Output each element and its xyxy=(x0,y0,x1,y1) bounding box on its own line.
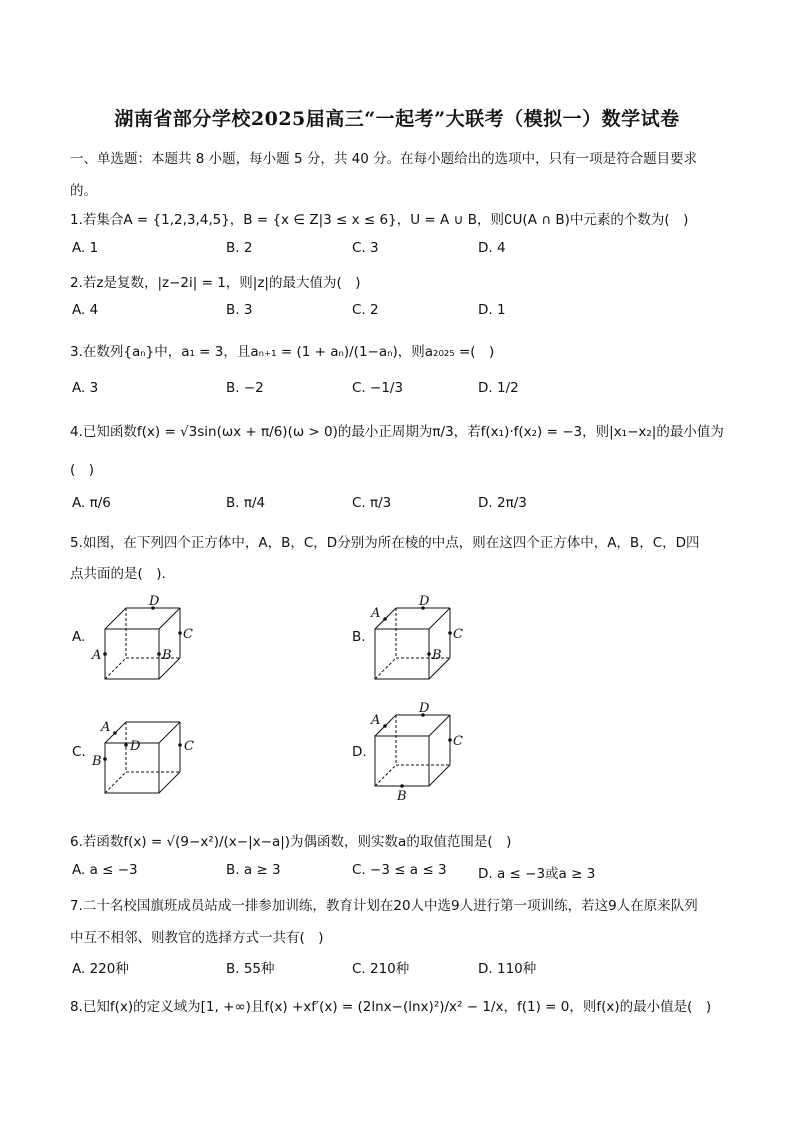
q3-option-b: B. −2 xyxy=(226,380,264,396)
point-c-label: C xyxy=(184,739,194,754)
q2-option-b: B. 3 xyxy=(226,302,253,318)
q3-option-c: C. −1/3 xyxy=(352,380,404,396)
point-c-label: C xyxy=(453,734,463,749)
q6-option-c: C. −3 ≤ a ≤ 3 xyxy=(352,862,447,878)
q2-option-a: A. 4 xyxy=(72,302,99,318)
point-c-label: C xyxy=(453,627,463,642)
q1-option-b: B. 2 xyxy=(226,240,253,256)
section-heading-cont: 的。 xyxy=(70,183,97,199)
q6-option-a: A. a ≤ −3 xyxy=(72,862,138,878)
q7-option-a: A. 220种 xyxy=(72,961,129,977)
point-b-label: B xyxy=(162,648,172,663)
q1-option-d: D. 4 xyxy=(478,240,506,256)
cube-figure-d xyxy=(358,698,478,804)
section-heading: 一、单选题：本题共 8 小题，每小题 5 分，共 40 分。在每小题给出的选项中，只有一项是符合题目要求 xyxy=(70,151,698,167)
q7-option-d: D. 110种 xyxy=(478,961,537,977)
q3-option-d: D. 1/2 xyxy=(478,380,519,396)
q4-option-d: D. 2π/3 xyxy=(478,495,527,511)
point-a-label: A xyxy=(371,713,381,728)
point-a-label: A xyxy=(92,648,102,663)
q6-option-d: D. a ≤ −3或a ≥ 3 xyxy=(478,866,596,882)
cube-figure-b xyxy=(358,593,478,685)
q7-option-c: C. 210种 xyxy=(352,961,410,977)
point-d-label: D xyxy=(149,594,160,609)
cube-figure-c xyxy=(88,707,208,799)
question-3-stem: 3.在数列{aₙ}中，a₁ = 3，且aₙ₊₁ = (1 + aₙ)/(1−aₙ)，则a₂₀₂₅ =( ) xyxy=(70,344,495,360)
point-d-label: D xyxy=(130,739,141,754)
point-b-label: B xyxy=(397,789,407,804)
q4-option-b: B. π/4 xyxy=(226,495,266,511)
question-5-stem: 5.如图，在下列四个正方体中，A，B，C，D分别为所在棱的中点，则在这四个正方体中，A，B，C，D四 xyxy=(70,535,700,551)
point-b-label: B xyxy=(432,648,442,663)
q4-option-c: C. π/3 xyxy=(352,495,392,511)
question-1-stem: 1.若集合A = {1,2,3,4,5}，B = {x ∈ Z|3 ≤ x ≤ 6}，U = A ∪ B，则∁U(A ∩ B)中元素的个数为( ) xyxy=(70,212,689,228)
q1-option-c: C. 3 xyxy=(352,240,379,256)
point-c-label: C xyxy=(183,627,193,642)
figure-d-label: D. xyxy=(352,744,367,760)
figure-b-label: B. xyxy=(352,629,366,645)
figure-a-label: A. xyxy=(72,629,86,645)
q6-option-b: B. a ≥ 3 xyxy=(226,862,281,878)
q4-option-a: A. π/6 xyxy=(72,495,111,511)
question-2-stem: 2.若z是复数，|z−2i| = 1，则|z|的最大值为( ) xyxy=(70,275,361,291)
cube-figure-a xyxy=(88,593,208,685)
point-b-label: B xyxy=(92,754,102,769)
question-5-stem-cont: 点共面的是( ). xyxy=(70,566,166,582)
question-7-stem-cont: 中互不相邻、则教官的选择方式一共有( ) xyxy=(70,930,324,946)
question-4-stem-cont: ( ) xyxy=(70,462,95,478)
page-title: 湖南省部分学校2025届高三“一起考”大联考（模拟一）数学试卷 xyxy=(114,108,680,130)
point-d-label: D xyxy=(419,594,430,609)
question-4-stem: 4.已知函数f(x) = √3sin(ωx + π/6)(ω > 0)的最小正周期为π/3，若f(x₁)·f(x₂) = −3，则|x₁−x₂|的最小值为 xyxy=(70,424,724,440)
question-6-stem: 6.若函数f(x) = √(9−x²)/(x−|x−a|)为偶函数，则实数a的取值范围是( ) xyxy=(70,834,512,850)
question-8-stem: 8.已知f(x)的定义域为[1, +∞)且f(x) +xf′(x) = (2lnx−(lnx)²)/x² − 1/x，f(1) = 0，则f(x)的最小值是( ) xyxy=(70,999,712,1015)
q3-option-a: A. 3 xyxy=(72,380,99,396)
figure-c-label: C. xyxy=(72,744,86,760)
q2-option-c: C. 2 xyxy=(352,302,379,318)
point-d-label: D xyxy=(419,701,430,716)
q1-option-a: A. 1 xyxy=(72,240,99,256)
point-a-label: A xyxy=(371,606,381,621)
question-7-stem: 7.二十名校国旗班成员站成一排参加训练，教育计划在20人中选9人进行第一项训练，若这9人在原来队列 xyxy=(70,898,698,914)
q7-option-b: B. 55种 xyxy=(226,961,275,977)
q2-option-d: D. 1 xyxy=(478,302,506,318)
point-a-label: A xyxy=(101,720,111,735)
